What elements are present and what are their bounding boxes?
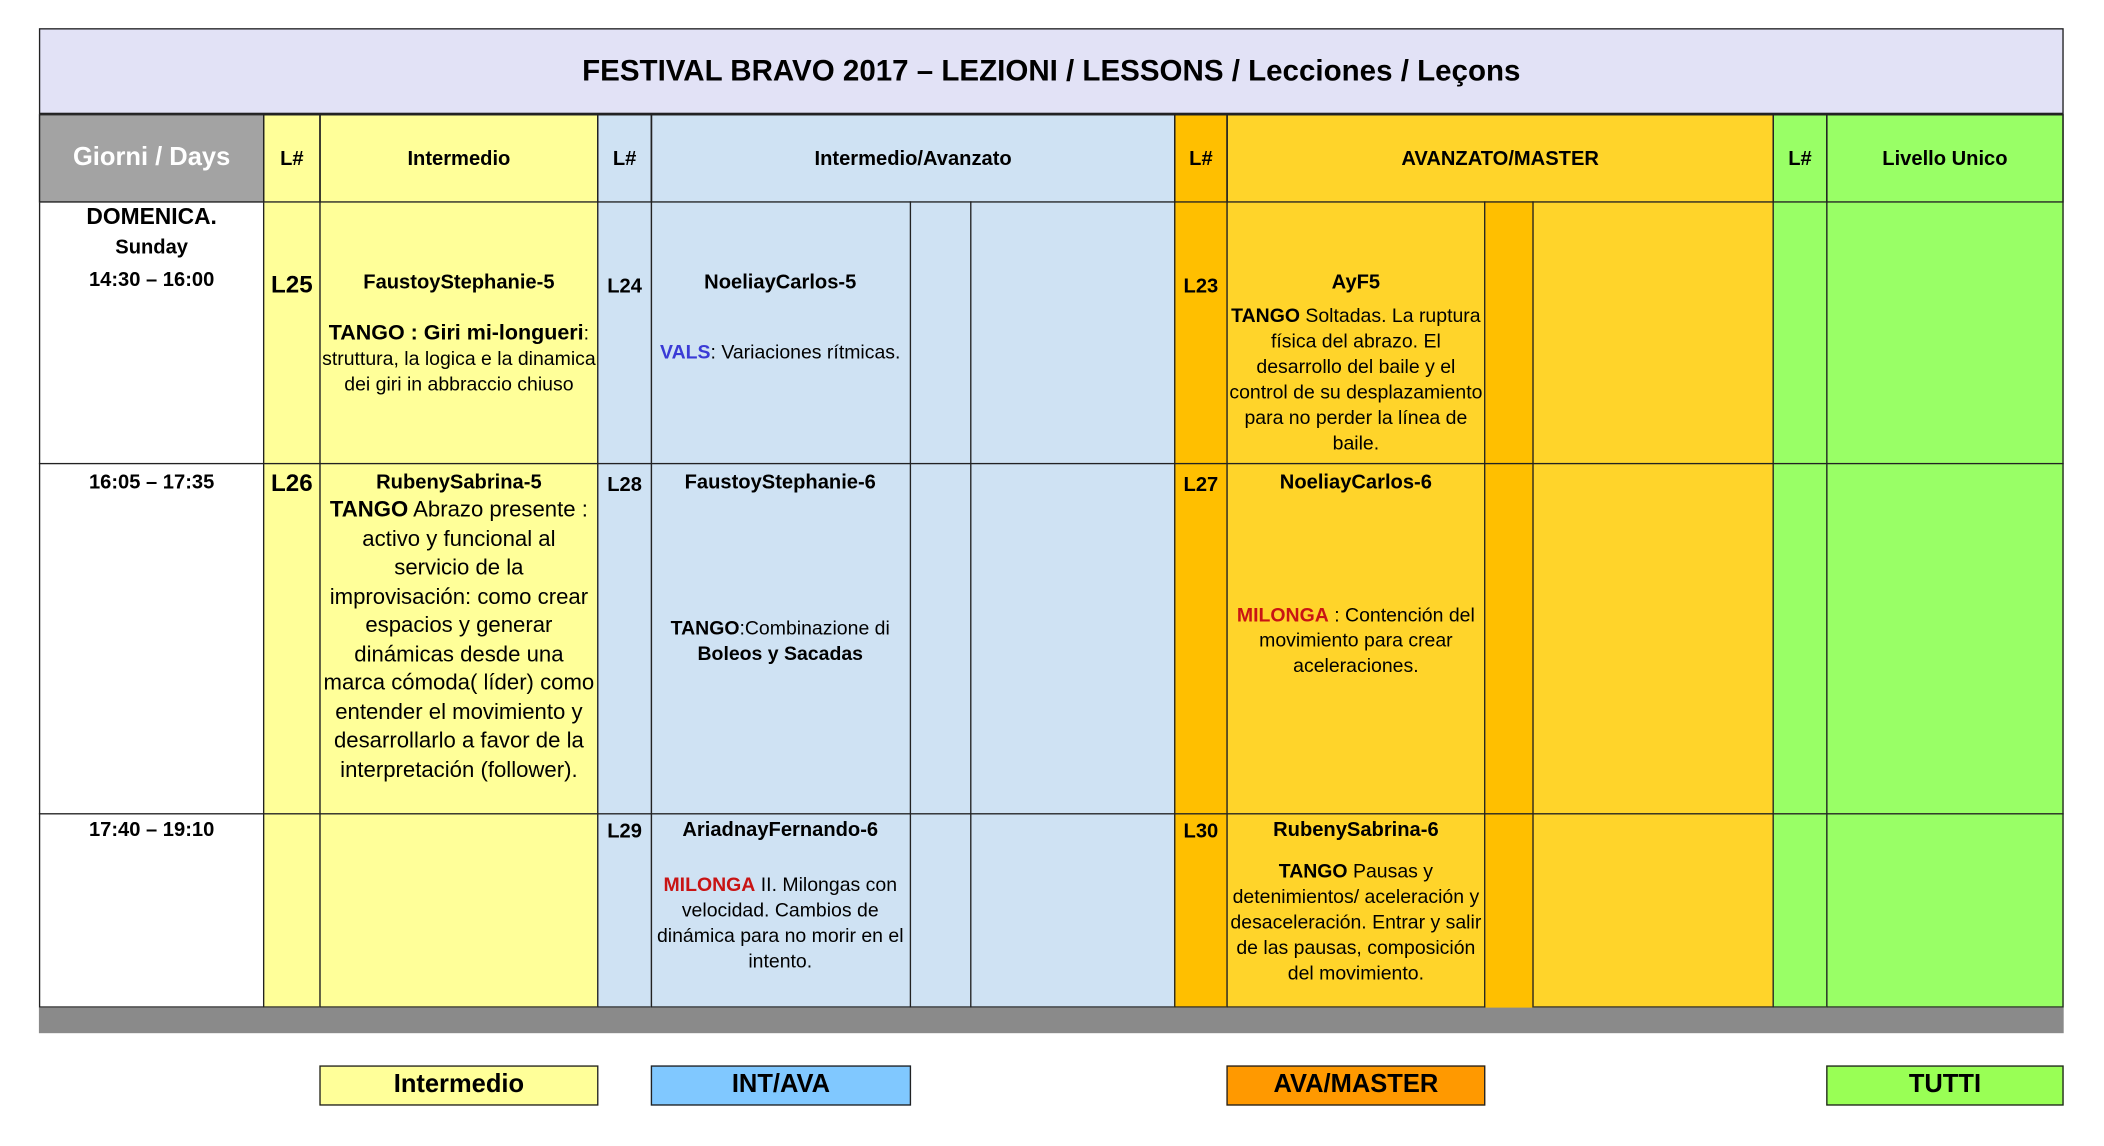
intava-lnum-column [597,114,652,1008]
description-text: :Combinazione di [739,618,890,641]
ava-lnum-column [1174,114,1228,1008]
ava-sub-column [1485,201,1533,1007]
header-days: Giorni / Days [39,114,264,203]
lesson-code: L23 [1183,275,1219,298]
lesson-code: L28 [607,473,642,497]
teacher-name: NoeliayCarlos-5 [704,271,857,294]
header-intermedio-avanzato: Intermedio/Avanzato [651,114,1176,203]
legend-intermedio: Intermedio [319,1065,598,1105]
description-text: Pausas y detenimientos/ aceleración y desaceleración. Entrar y salir de las pausas, composición del movimiento. [1230,861,1482,985]
row-divider [39,813,2064,814]
description-text: : Contención del movimiento para crear aceleraciones. [1259,605,1475,678]
style-keyword: TANGO [1278,861,1348,883]
lesson-description [322,321,596,399]
lesson-cell-ava [1228,471,1484,812]
style-keyword: TANGO : [328,322,424,345]
lesson-description [1228,860,1484,987]
lesson-cell-ava [1228,271,1484,462]
teacher-name: AyF5 [1331,271,1381,294]
header-livello-unico: Livello Unico [1826,114,2063,203]
page-title: FESTIVAL BRAVO 2017 – LEZIONI / LESSONS / Lecciones / Leçons [39,28,2064,114]
footer-bar [39,1008,2064,1033]
lesson-cell-int [322,271,596,459]
teacher-name: RubenySabrina-6 [1273,818,1439,842]
int-lnum-column [263,114,321,1008]
unico-lnum-column [1773,114,1828,1008]
legend-tutti: TUTTI [1826,1065,2063,1105]
col-divider [970,201,971,1007]
legend-int-ava: INT/AVA [651,1065,911,1105]
description-text: : struttura, la logica e la dinamica dei giri in abbraccio chiuso [322,323,596,396]
lesson-cell-intava [653,271,907,459]
teacher-name: AriadnayFernando-6 [682,818,879,842]
lesson-cell-ava [1228,818,1484,1006]
legend-ava-master: AVA/MASTER [1226,1065,1485,1105]
col-divider [1484,201,1485,1007]
lesson-code: L25 [271,271,313,298]
teacher-name: FaustoyStephanie-5 [363,271,555,294]
col-divider [910,201,911,1007]
time-slot: 14:30 – 16:00 [88,268,215,292]
style-keyword: TANGO [670,618,740,641]
lesson-code: L30 [1183,819,1219,843]
topic-keyword: Boleos y Sacadas [697,644,863,666]
lesson-description [660,341,900,366]
unico-column [1826,114,2063,1008]
lesson-code: L29 [607,819,642,843]
day-cell [39,204,264,462]
lesson-description [322,496,596,784]
description-text: Abrazo presente : activo y funcional al servicio de la improvisación: como crear espacios y generar dinámicas desde una marca cómoda( líder) como entender el movimiento y desarrollarlo a favor de la interpretación (follower). [323,497,595,782]
col-divider [1532,201,1533,1007]
style-keyword: TANGO [329,497,409,522]
style-keyword: VALS [660,342,711,364]
lesson-code: L26 [271,469,313,497]
lesson-cell-intava [653,471,907,812]
lesson-code: L27 [1183,473,1219,497]
teacher-name: FaustoyStephanie-6 [684,470,876,494]
header-intermedio: Intermedio [319,114,598,203]
day-cell [39,818,264,841]
time-slot: 17:40 – 19:10 [88,818,215,842]
day-subtitle: Sunday [115,236,188,259]
time-slot: 16:05 – 17:35 [88,470,215,494]
description-text: : Variaciones rítmicas. [710,342,901,364]
description-text: II. Milongas con velocidad. Cambios de dinámica para no morir en el intento. [656,874,904,973]
topic-keyword: Giri mi-longueri [423,322,584,345]
header-ava-lnum: L# [1174,114,1228,203]
teacher-name: RubenySabrina-5 [376,470,542,494]
row-divider [39,463,2064,464]
header-int-lnum: L# [263,114,321,203]
lesson-description [653,617,907,668]
description-text: Soltadas. La ruptura física del abrazo. El desarrollo del baile y el control de su desplazamiento para no perder la línea de baile. [1229,305,1483,455]
lesson-code: L24 [607,275,642,298]
header-avanzato-master: AVANZATO/MASTER [1226,114,1773,203]
lesson-cell-int [322,471,596,812]
day-name: DOMENICA. [86,203,217,230]
day-cell [39,471,264,494]
lesson-description [1228,604,1484,680]
lesson-description [653,874,907,976]
style-keyword: MILONGA [1236,605,1329,627]
lesson-description [1228,305,1484,458]
teacher-name: NoeliayCarlos-6 [1279,470,1432,494]
style-keyword: TANGO [1231,305,1300,328]
header-unico-lnum: L# [1773,114,1828,203]
lesson-cell-intava [653,818,907,1006]
style-keyword: MILONGA [663,874,756,897]
header-intava-lnum: L# [597,114,652,203]
